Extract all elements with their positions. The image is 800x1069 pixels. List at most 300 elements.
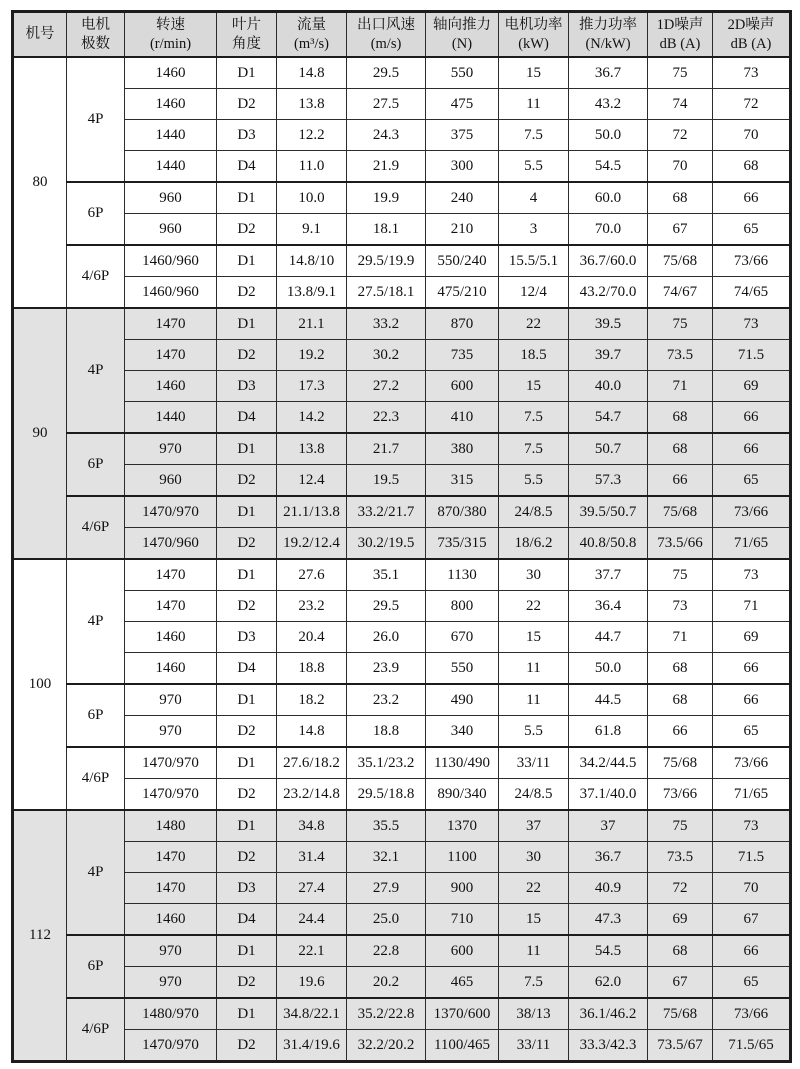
cell-noise-2d: 73/66 [713, 496, 791, 528]
cell-thrust-power: 33.3/42.3 [569, 1030, 648, 1062]
cell-motor-power: 11 [499, 653, 569, 685]
cell-thrust-power: 61.8 [569, 716, 648, 748]
cell-motor-power: 38/13 [499, 998, 569, 1030]
cell-flow: 31.4/19.6 [277, 1030, 347, 1062]
cell-thrust-power: 34.2/44.5 [569, 747, 648, 779]
cell-noise-2d: 73 [713, 308, 791, 340]
table-row [13, 277, 791, 309]
cell-motor-power: 5.5 [499, 465, 569, 497]
cell-noise-2d: 65 [713, 214, 791, 246]
cell-motor-power: 33/11 [499, 1030, 569, 1062]
cell-thrust-power: 40.0 [569, 371, 648, 402]
table-row [13, 151, 791, 183]
cell-flow: 34.8/22.1 [277, 998, 347, 1030]
cell-noise-2d: 66 [713, 433, 791, 465]
cell-motor-power: 11 [499, 935, 569, 967]
table-row [13, 1030, 791, 1062]
cell-thrust-power: 36.1/46.2 [569, 998, 648, 1030]
cell-blade-angle: D2 [217, 842, 277, 873]
col-header-line1: 轴向推力 [433, 16, 491, 33]
cell-speed: 1470 [125, 873, 217, 904]
cell-motor-power: 33/11 [499, 747, 569, 779]
cell-blade-angle: D4 [217, 653, 277, 685]
cell-noise-1d: 72 [648, 120, 713, 151]
col-header-line2: dB (A) [659, 35, 701, 52]
table-row [13, 747, 791, 779]
cell-outlet-velocity: 29.5 [347, 591, 426, 622]
cell-blade-angle: D1 [217, 496, 277, 528]
cell-noise-1d: 66 [648, 465, 713, 497]
cell-outlet-velocity: 29.5/18.8 [347, 779, 426, 811]
model-number: 80 [13, 57, 67, 308]
cell-noise-2d: 69 [713, 371, 791, 402]
col-header-model [13, 12, 67, 58]
col-header-axial-thrust [426, 12, 499, 58]
cell-noise-2d: 66 [713, 402, 791, 434]
cell-motor-power: 15.5/5.1 [499, 245, 569, 277]
cell-speed: 970 [125, 433, 217, 465]
cell-thrust-power: 36.7 [569, 57, 648, 89]
cell-flow: 9.1 [277, 214, 347, 246]
cell-outlet-velocity: 35.2/22.8 [347, 998, 426, 1030]
cell-thrust-power: 44.5 [569, 684, 648, 716]
cell-flow: 21.1 [277, 308, 347, 340]
cell-speed: 1470/960 [125, 528, 217, 560]
pole-count: 4/6P [67, 747, 125, 810]
cell-blade-angle: D3 [217, 120, 277, 151]
cell-noise-2d: 71.5 [713, 340, 791, 371]
cell-flow: 22.1 [277, 935, 347, 967]
col-header-line2: (m³/s) [294, 35, 329, 52]
cell-outlet-velocity: 35.5 [347, 810, 426, 842]
cell-outlet-velocity: 19.5 [347, 465, 426, 497]
table-row [13, 559, 791, 591]
cell-blade-angle: D1 [217, 308, 277, 340]
cell-blade-angle: D1 [217, 810, 277, 842]
pole-count: 6P [67, 433, 125, 496]
cell-blade-angle: D1 [217, 245, 277, 277]
cell-noise-1d: 68 [648, 433, 713, 465]
cell-speed: 1460/960 [125, 245, 217, 277]
cell-outlet-velocity: 23.9 [347, 653, 426, 685]
cell-flow: 13.8 [277, 89, 347, 120]
cell-blade-angle: D2 [217, 214, 277, 246]
cell-thrust-power: 50.7 [569, 433, 648, 465]
col-header-line2: (m/s) [370, 35, 402, 52]
cell-speed: 1470/970 [125, 496, 217, 528]
cell-noise-1d: 71 [648, 371, 713, 402]
cell-speed: 1480/970 [125, 998, 217, 1030]
cell-outlet-velocity: 35.1/23.2 [347, 747, 426, 779]
col-header-noise-1d [648, 12, 713, 58]
cell-noise-2d: 66 [713, 684, 791, 716]
cell-thrust-power: 36.7 [569, 842, 648, 873]
fan-spec-table [11, 10, 792, 1063]
cell-outlet-velocity: 35.1 [347, 559, 426, 591]
cell-motor-power: 15 [499, 622, 569, 653]
cell-flow: 34.8 [277, 810, 347, 842]
cell-flow: 17.3 [277, 371, 347, 402]
cell-noise-2d: 70 [713, 873, 791, 904]
cell-noise-2d: 69 [713, 622, 791, 653]
cell-flow: 11.0 [277, 151, 347, 183]
cell-motor-power: 24/8.5 [499, 779, 569, 811]
cell-thrust-power: 44.7 [569, 622, 648, 653]
cell-noise-2d: 67 [713, 904, 791, 936]
cell-flow: 12.2 [277, 120, 347, 151]
cell-speed: 1470 [125, 340, 217, 371]
cell-flow: 20.4 [277, 622, 347, 653]
cell-flow: 24.4 [277, 904, 347, 936]
cell-thrust-power: 40.8/50.8 [569, 528, 648, 560]
cell-axial-thrust: 340 [426, 716, 499, 748]
pole-count: 6P [67, 935, 125, 998]
cell-thrust-power: 36.4 [569, 591, 648, 622]
cell-speed: 1470 [125, 591, 217, 622]
cell-motor-power: 24/8.5 [499, 496, 569, 528]
cell-blade-angle: D4 [217, 904, 277, 936]
cell-noise-1d: 75/68 [648, 496, 713, 528]
cell-noise-1d: 70 [648, 151, 713, 183]
cell-axial-thrust: 550 [426, 57, 499, 89]
cell-outlet-velocity: 33.2 [347, 308, 426, 340]
cell-motor-power: 22 [499, 873, 569, 904]
cell-thrust-power: 39.7 [569, 340, 648, 371]
cell-speed: 970 [125, 684, 217, 716]
cell-speed: 1460 [125, 371, 217, 402]
cell-noise-1d: 67 [648, 214, 713, 246]
cell-noise-1d: 68 [648, 182, 713, 214]
cell-axial-thrust: 1130/490 [426, 747, 499, 779]
cell-motor-power: 30 [499, 559, 569, 591]
table-row [13, 89, 791, 120]
table-body [13, 57, 791, 1062]
cell-axial-thrust: 475/210 [426, 277, 499, 309]
col-header-outlet-velocity [347, 12, 426, 58]
cell-noise-1d: 72 [648, 873, 713, 904]
cell-motor-power: 5.5 [499, 151, 569, 183]
table-row [13, 904, 791, 936]
cell-speed: 1440 [125, 120, 217, 151]
cell-flow: 14.8 [277, 716, 347, 748]
cell-flow: 12.4 [277, 465, 347, 497]
cell-noise-2d: 71.5/65 [713, 1030, 791, 1062]
cell-speed: 1470 [125, 842, 217, 873]
cell-blade-angle: D3 [217, 622, 277, 653]
cell-speed: 1480 [125, 810, 217, 842]
cell-speed: 1470/970 [125, 779, 217, 811]
table-row [13, 998, 791, 1030]
cell-noise-1d: 71 [648, 622, 713, 653]
table-row [13, 465, 791, 497]
col-header-thrust-power [569, 12, 648, 58]
cell-thrust-power: 60.0 [569, 182, 648, 214]
col-header-line2: 极数 [81, 35, 110, 52]
cell-flow: 14.8 [277, 57, 347, 89]
col-header-line1: 机号 [25, 26, 55, 43]
cell-speed: 1440 [125, 402, 217, 434]
cell-blade-angle: D2 [217, 591, 277, 622]
cell-flow: 18.8 [277, 653, 347, 685]
table-row [13, 967, 791, 999]
cell-noise-2d: 71/65 [713, 779, 791, 811]
cell-blade-angle: D2 [217, 1030, 277, 1062]
cell-speed: 1470/970 [125, 1030, 217, 1062]
col-header-blade-angle [217, 12, 277, 58]
pole-count: 6P [67, 684, 125, 747]
cell-speed: 1470 [125, 559, 217, 591]
cell-axial-thrust: 490 [426, 684, 499, 716]
cell-flow: 19.6 [277, 967, 347, 999]
cell-flow: 13.8 [277, 433, 347, 465]
cell-blade-angle: D1 [217, 57, 277, 89]
cell-speed: 1460 [125, 57, 217, 89]
cell-noise-2d: 73 [713, 559, 791, 591]
cell-flow: 13.8/9.1 [277, 277, 347, 309]
cell-flow: 27.4 [277, 873, 347, 904]
cell-thrust-power: 57.3 [569, 465, 648, 497]
table-row [13, 57, 791, 89]
cell-noise-2d: 65 [713, 465, 791, 497]
cell-axial-thrust: 735/315 [426, 528, 499, 560]
cell-motor-power: 7.5 [499, 402, 569, 434]
cell-thrust-power: 54.5 [569, 151, 648, 183]
cell-noise-2d: 66 [713, 935, 791, 967]
col-header-line1: 2D噪声 [727, 16, 775, 33]
table-row [13, 653, 791, 685]
table-row [13, 182, 791, 214]
cell-noise-2d: 73/66 [713, 998, 791, 1030]
table-row [13, 684, 791, 716]
col-header-line1: 1D噪声 [656, 16, 704, 33]
cell-blade-angle: D1 [217, 747, 277, 779]
col-header-line2: dB (A) [730, 35, 772, 52]
col-header-flow [277, 12, 347, 58]
cell-axial-thrust: 870 [426, 308, 499, 340]
cell-thrust-power: 39.5/50.7 [569, 496, 648, 528]
cell-noise-2d: 73 [713, 57, 791, 89]
cell-noise-1d: 74 [648, 89, 713, 120]
table-row [13, 528, 791, 560]
cell-noise-1d: 68 [648, 653, 713, 685]
cell-outlet-velocity: 29.5/19.9 [347, 245, 426, 277]
col-header-line1: 转速 [156, 16, 185, 33]
cell-motor-power: 30 [499, 842, 569, 873]
cell-thrust-power: 43.2/70.0 [569, 277, 648, 309]
col-header-line2: 角度 [232, 35, 261, 52]
cell-noise-1d: 73.5 [648, 842, 713, 873]
cell-axial-thrust: 465 [426, 967, 499, 999]
cell-motor-power: 5.5 [499, 716, 569, 748]
table-row [13, 245, 791, 277]
cell-noise-1d: 73/66 [648, 779, 713, 811]
cell-outlet-velocity: 27.5/18.1 [347, 277, 426, 309]
cell-outlet-velocity: 27.5 [347, 89, 426, 120]
cell-motor-power: 4 [499, 182, 569, 214]
cell-axial-thrust: 410 [426, 402, 499, 434]
cell-axial-thrust: 380 [426, 433, 499, 465]
cell-motor-power: 37 [499, 810, 569, 842]
cell-noise-1d: 73.5 [648, 340, 713, 371]
cell-outlet-velocity: 24.3 [347, 120, 426, 151]
cell-thrust-power: 70.0 [569, 214, 648, 246]
header-row [13, 12, 791, 58]
cell-blade-angle: D3 [217, 371, 277, 402]
cell-axial-thrust: 1130 [426, 559, 499, 591]
cell-axial-thrust: 550/240 [426, 245, 499, 277]
cell-thrust-power: 37.7 [569, 559, 648, 591]
cell-flow: 14.8/10 [277, 245, 347, 277]
cell-blade-angle: D1 [217, 998, 277, 1030]
cell-outlet-velocity: 30.2/19.5 [347, 528, 426, 560]
col-header-line1: 推力功率 [579, 16, 637, 33]
cell-axial-thrust: 300 [426, 151, 499, 183]
cell-axial-thrust: 890/340 [426, 779, 499, 811]
cell-speed: 970 [125, 935, 217, 967]
cell-axial-thrust: 1100 [426, 842, 499, 873]
cell-axial-thrust: 1370/600 [426, 998, 499, 1030]
cell-noise-2d: 68 [713, 151, 791, 183]
cell-noise-2d: 73/66 [713, 747, 791, 779]
cell-thrust-power: 36.7/60.0 [569, 245, 648, 277]
cell-outlet-velocity: 18.1 [347, 214, 426, 246]
cell-axial-thrust: 670 [426, 622, 499, 653]
cell-thrust-power: 39.5 [569, 308, 648, 340]
cell-noise-2d: 66 [713, 653, 791, 685]
cell-noise-1d: 66 [648, 716, 713, 748]
cell-outlet-velocity: 22.8 [347, 935, 426, 967]
cell-outlet-velocity: 21.7 [347, 433, 426, 465]
cell-axial-thrust: 735 [426, 340, 499, 371]
cell-thrust-power: 43.2 [569, 89, 648, 120]
cell-flow: 23.2/14.8 [277, 779, 347, 811]
cell-motor-power: 7.5 [499, 120, 569, 151]
cell-noise-2d: 71.5 [713, 842, 791, 873]
cell-flow: 19.2/12.4 [277, 528, 347, 560]
cell-noise-1d: 75/68 [648, 747, 713, 779]
cell-motor-power: 15 [499, 904, 569, 936]
cell-noise-1d: 75 [648, 57, 713, 89]
cell-flow: 31.4 [277, 842, 347, 873]
cell-flow: 23.2 [277, 591, 347, 622]
cell-speed: 1440 [125, 151, 217, 183]
cell-noise-1d: 75 [648, 559, 713, 591]
pole-count: 4P [67, 559, 125, 684]
cell-noise-2d: 65 [713, 967, 791, 999]
col-header-line1: 流量 [297, 16, 326, 33]
cell-flow: 27.6/18.2 [277, 747, 347, 779]
cell-motor-power: 18.5 [499, 340, 569, 371]
pole-count: 4P [67, 57, 125, 182]
cell-outlet-velocity: 32.2/20.2 [347, 1030, 426, 1062]
cell-thrust-power: 37 [569, 810, 648, 842]
cell-outlet-velocity: 20.2 [347, 967, 426, 999]
cell-blade-angle: D2 [217, 465, 277, 497]
cell-noise-2d: 70 [713, 120, 791, 151]
col-header-motor-poles [67, 12, 125, 58]
table-row [13, 496, 791, 528]
cell-outlet-velocity: 29.5 [347, 57, 426, 89]
cell-motor-power: 18/6.2 [499, 528, 569, 560]
cell-blade-angle: D1 [217, 182, 277, 214]
cell-axial-thrust: 800 [426, 591, 499, 622]
table-row [13, 433, 791, 465]
cell-noise-1d: 75/68 [648, 998, 713, 1030]
cell-outlet-velocity: 30.2 [347, 340, 426, 371]
pole-count: 4/6P [67, 496, 125, 559]
cell-outlet-velocity: 25.0 [347, 904, 426, 936]
cell-thrust-power: 54.5 [569, 935, 648, 967]
table-row [13, 716, 791, 748]
cell-noise-1d: 67 [648, 967, 713, 999]
model-number: 112 [13, 810, 67, 1062]
table-row [13, 120, 791, 151]
cell-outlet-velocity: 23.2 [347, 684, 426, 716]
cell-flow: 18.2 [277, 684, 347, 716]
cell-thrust-power: 47.3 [569, 904, 648, 936]
cell-axial-thrust: 1100/465 [426, 1030, 499, 1062]
cell-motor-power: 22 [499, 591, 569, 622]
cell-speed: 1460 [125, 622, 217, 653]
pole-count: 6P [67, 182, 125, 245]
cell-axial-thrust: 550 [426, 653, 499, 685]
table-row [13, 308, 791, 340]
cell-motor-power: 7.5 [499, 967, 569, 999]
pole-count: 4/6P [67, 245, 125, 308]
col-header-line2: (r/min) [149, 35, 192, 52]
cell-noise-1d: 75 [648, 810, 713, 842]
cell-noise-1d: 73.5/66 [648, 528, 713, 560]
cell-flow: 21.1/13.8 [277, 496, 347, 528]
cell-blade-angle: D4 [217, 151, 277, 183]
cell-noise-2d: 72 [713, 89, 791, 120]
pole-count: 4P [67, 308, 125, 433]
cell-noise-1d: 74/67 [648, 277, 713, 309]
cell-axial-thrust: 710 [426, 904, 499, 936]
cell-outlet-velocity: 19.9 [347, 182, 426, 214]
cell-speed: 1460 [125, 89, 217, 120]
cell-thrust-power: 37.1/40.0 [569, 779, 648, 811]
table-row [13, 810, 791, 842]
cell-motor-power: 15 [499, 371, 569, 402]
cell-speed: 1470 [125, 308, 217, 340]
cell-noise-1d: 75 [648, 308, 713, 340]
cell-motor-power: 11 [499, 89, 569, 120]
col-header-line1: 出口风速 [357, 16, 415, 33]
cell-outlet-velocity: 27.9 [347, 873, 426, 904]
cell-noise-2d: 66 [713, 182, 791, 214]
cell-outlet-velocity: 32.1 [347, 842, 426, 873]
col-header-line1: 电机 [81, 16, 110, 33]
cell-noise-2d: 73/66 [713, 245, 791, 277]
cell-axial-thrust: 375 [426, 120, 499, 151]
cell-motor-power: 12/4 [499, 277, 569, 309]
cell-thrust-power: 54.7 [569, 402, 648, 434]
cell-motor-power: 7.5 [499, 433, 569, 465]
cell-noise-2d: 71 [713, 591, 791, 622]
cell-speed: 1470/970 [125, 747, 217, 779]
cell-blade-angle: D2 [217, 967, 277, 999]
table-row [13, 622, 791, 653]
table-row [13, 340, 791, 371]
table-row [13, 935, 791, 967]
cell-noise-2d: 73 [713, 810, 791, 842]
cell-axial-thrust: 210 [426, 214, 499, 246]
pole-count: 4P [67, 810, 125, 935]
cell-axial-thrust: 315 [426, 465, 499, 497]
cell-noise-1d: 75/68 [648, 245, 713, 277]
cell-outlet-velocity: 27.2 [347, 371, 426, 402]
